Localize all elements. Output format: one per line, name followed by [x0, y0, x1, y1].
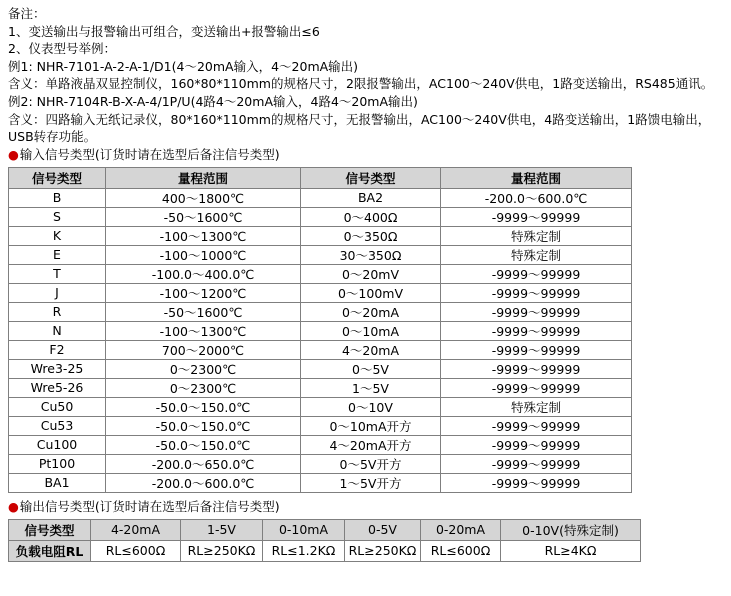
table-cell: -50.0～150.0℃ — [106, 416, 301, 435]
table-cell: -9999～99999 — [441, 378, 632, 397]
table-cell: -50～1600℃ — [106, 207, 301, 226]
table-cell: N — [9, 321, 106, 340]
table-cell: 0～20mV — [301, 264, 441, 283]
table-cell: RL≤600Ω — [421, 540, 501, 561]
table-cell: T — [9, 264, 106, 283]
table-cell: BA2 — [301, 188, 441, 207]
column-header-range-1: 量程范围 — [106, 167, 301, 188]
input-section-title — [8, 146, 723, 164]
table-cell: -9999～99999 — [441, 435, 632, 454]
output-section-title-text: 输出信号类型(订货时请在选型后备注信号类型) — [19, 498, 280, 514]
table-cell: 400～1800℃ — [106, 188, 301, 207]
table-cell: 4～20mA — [301, 340, 441, 359]
input-table-header-row — [9, 167, 632, 188]
table-row — [9, 397, 632, 416]
column-header-signal-type-2: 信号类型 — [301, 167, 441, 188]
table-cell: -9999～99999 — [441, 321, 632, 340]
table-row — [9, 264, 632, 283]
table-cell: S — [9, 207, 106, 226]
table-cell: 0-10mA — [263, 519, 345, 540]
table-row — [9, 207, 632, 226]
table-cell: 0-5V — [345, 519, 421, 540]
table-cell: RL≥250KΩ — [345, 540, 421, 561]
table-row — [9, 340, 632, 359]
table-row — [9, 283, 632, 302]
table-row — [9, 454, 632, 473]
notes-title: 备注： — [8, 6, 46, 21]
table-cell: Cu53 — [9, 416, 106, 435]
table-cell: 1-5V — [181, 519, 263, 540]
table-row — [9, 321, 632, 340]
table-cell: -50～1600℃ — [106, 302, 301, 321]
table-cell: RL≤1.2KΩ — [263, 540, 345, 561]
red-bullet-icon: ● — [8, 498, 19, 514]
example-1-model: 例1: NHR-7101-A-2-A-1/D1(4～20mA输入，4～20mA输出) — [8, 58, 359, 74]
table-cell: -9999～99999 — [441, 416, 632, 435]
table-cell: 0～10mA — [301, 321, 441, 340]
table-cell: -50.0～150.0℃ — [106, 435, 301, 454]
table-cell: -9999～99999 — [441, 283, 632, 302]
table-cell: -100～1300℃ — [106, 226, 301, 245]
table-cell: -100～1200℃ — [106, 283, 301, 302]
table-cell: -50.0～150.0℃ — [106, 397, 301, 416]
table-cell: R — [9, 302, 106, 321]
table-row — [9, 188, 632, 207]
table-cell: 特殊定制 — [441, 226, 632, 245]
table-cell: -9999～99999 — [441, 302, 632, 321]
table-cell: RL≥4KΩ — [501, 540, 641, 561]
example-1-meaning: 含义：单路液晶双显控制仪，160*80*110mm的规格尺寸，2限报警输出，AC100～240V供电，1路变送输出，RS485通讯。 — [8, 76, 714, 92]
example-2-model: 例2: NHR-7104R-B-X-A-4/1P/U(4路4～20mA输入，4路4～20mA输出) — [8, 93, 418, 109]
table-cell: 0～350Ω — [301, 226, 441, 245]
table-cell: 0～10V — [301, 397, 441, 416]
column-header-signal-type-1: 信号类型 — [9, 167, 106, 188]
table-cell: Cu50 — [9, 397, 106, 416]
table-cell: RL≤600Ω — [91, 540, 181, 561]
table-cell: 信号类型 — [9, 519, 91, 540]
table-cell: -9999～99999 — [441, 359, 632, 378]
table-cell: 负载电阻RL — [9, 540, 91, 561]
table-cell: -200.0～600.0℃ — [106, 473, 301, 492]
table-cell: Pt100 — [9, 454, 106, 473]
table-cell: 0～100mV — [301, 283, 441, 302]
output-table-body — [9, 519, 641, 561]
table-cell: 0-10V(特殊定制) — [501, 519, 641, 540]
table-cell: J — [9, 283, 106, 302]
table-row — [9, 226, 632, 245]
table-row — [9, 416, 632, 435]
table-cell: 0-20mA — [421, 519, 501, 540]
table-cell: 0～20mA — [301, 302, 441, 321]
table-cell: Cu100 — [9, 435, 106, 454]
note-line-1: 1、变送输出与报警输出可组合，变送输出+报警输出≤6 — [8, 23, 320, 39]
table-cell: 0～5V开方 — [301, 454, 441, 473]
table-cell: -200.0～650.0℃ — [106, 454, 301, 473]
table-cell: Wre3-25 — [9, 359, 106, 378]
output-section-title — [8, 498, 723, 516]
column-header-range-2: 量程范围 — [441, 167, 632, 188]
table-cell: 1～5V — [301, 378, 441, 397]
example-2-meaning: 含义：四路输入无纸记录仪，80*160*110mm的规格尺寸，无报警输出，AC100～240V供电，4路变送输出，1路馈电输出，USB转存功能。 — [8, 111, 711, 145]
table-cell: -9999～99999 — [441, 207, 632, 226]
table-cell: 0～2300℃ — [106, 359, 301, 378]
table-cell: 1～5V开方 — [301, 473, 441, 492]
table-cell: -9999～99999 — [441, 264, 632, 283]
table-row — [9, 435, 632, 454]
table-cell: 特殊定制 — [441, 397, 632, 416]
table-cell: 700～2000℃ — [106, 340, 301, 359]
table-cell: 0～400Ω — [301, 207, 441, 226]
table-row — [9, 359, 632, 378]
table-row — [9, 519, 641, 540]
table-cell: 0～2300℃ — [106, 378, 301, 397]
table-cell: 0～10mA开方 — [301, 416, 441, 435]
table-cell: -9999～99999 — [441, 454, 632, 473]
table-cell: RL≥250KΩ — [181, 540, 263, 561]
table-cell: 30～350Ω — [301, 245, 441, 264]
input-signal-table — [8, 167, 632, 493]
table-cell: -100～1000℃ — [106, 245, 301, 264]
table-cell: 0～5V — [301, 359, 441, 378]
input-section-title-text: 输入信号类型(订货时请在选型后备注信号类型) — [19, 146, 280, 162]
table-row — [9, 473, 632, 492]
table-cell: 4-20mA — [91, 519, 181, 540]
table-cell: -100.0～400.0℃ — [106, 264, 301, 283]
table-cell: -200.0～600.0℃ — [441, 188, 632, 207]
table-cell: -9999～99999 — [441, 473, 632, 492]
table-row — [9, 302, 632, 321]
table-cell: Wre5-26 — [9, 378, 106, 397]
table-cell: -9999～99999 — [441, 340, 632, 359]
table-cell: BA1 — [9, 473, 106, 492]
red-bullet-icon: ● — [8, 146, 19, 162]
table-cell: 4～20mA开方 — [301, 435, 441, 454]
table-cell: K — [9, 226, 106, 245]
table-cell: -100～1300℃ — [106, 321, 301, 340]
table-cell: E — [9, 245, 106, 264]
table-row — [9, 540, 641, 561]
table-row — [9, 245, 632, 264]
table-cell: F2 — [9, 340, 106, 359]
table-row — [9, 378, 632, 397]
input-table-body — [9, 188, 632, 492]
output-signal-table — [8, 519, 641, 562]
note-line-2: 2、仪表型号举例： — [8, 41, 116, 57]
table-cell: B — [9, 188, 106, 207]
notes-block — [8, 5, 723, 146]
table-cell: 特殊定制 — [441, 245, 632, 264]
